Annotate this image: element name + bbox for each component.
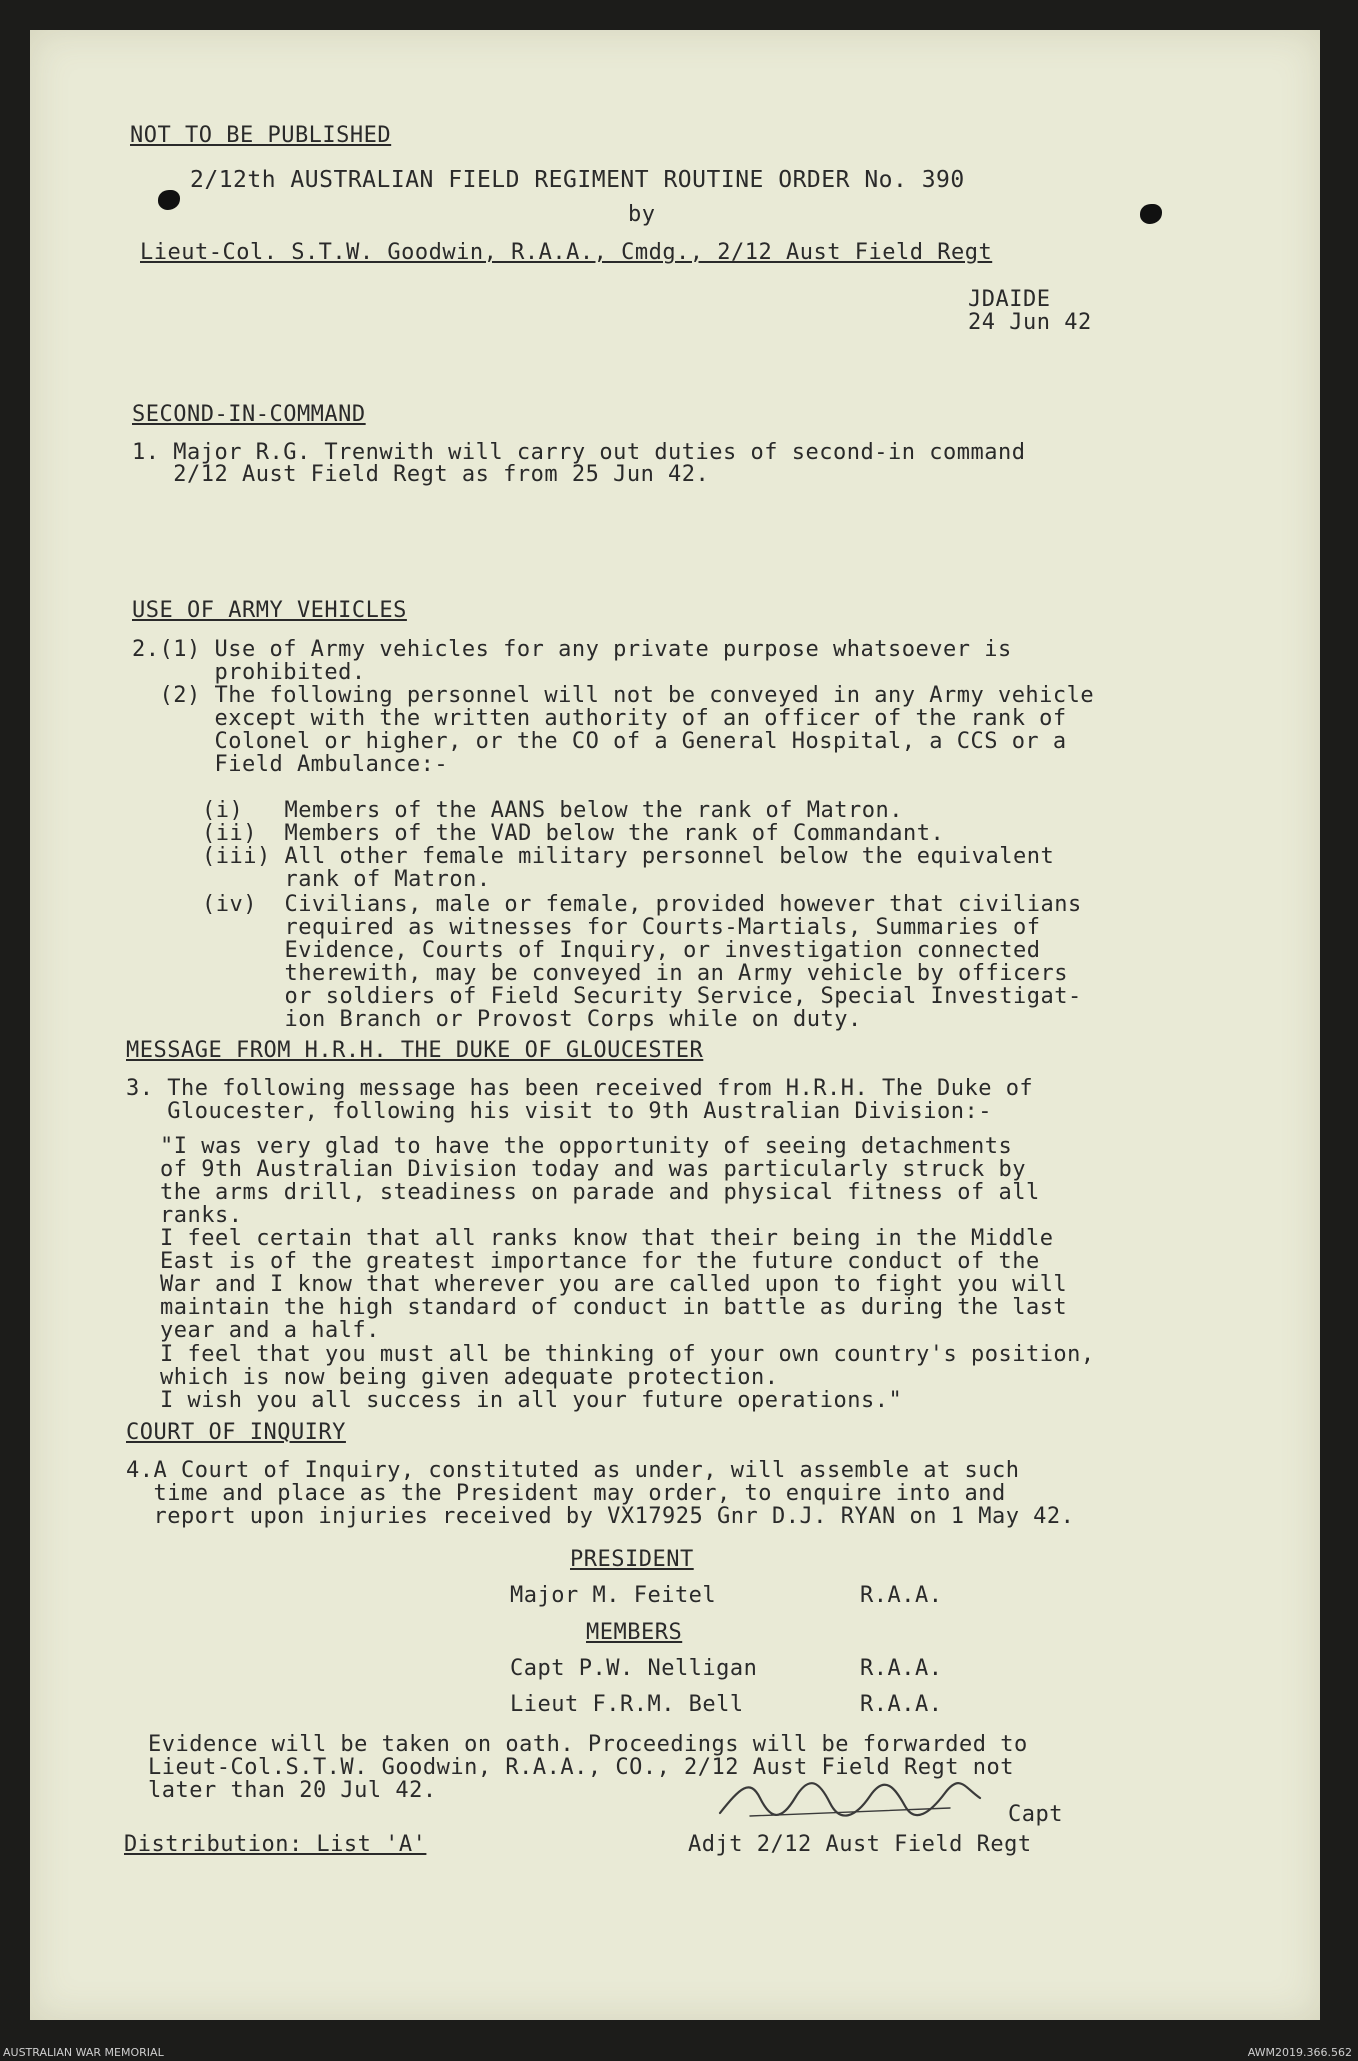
s2-item-line: therewith, may be conveyed in an Army vehicle by officers bbox=[202, 961, 1068, 986]
section-heading-duke-message: MESSAGE FROM H.R.H. THE DUKE OF GLOUCESTER bbox=[126, 1038, 704, 1063]
s3-message-line: maintain the high standard of conduct in battle as during the last bbox=[160, 1295, 1068, 1320]
s4-closing-line-1: Evidence will be taken on oath. Proceedings will be forwarded to bbox=[148, 1732, 1028, 1757]
s1-line-1: 1. Major R.G. Trenwith will carry out duties of second-in command bbox=[132, 440, 1026, 465]
punch-hole-left bbox=[158, 190, 180, 210]
distribution: Distribution: List 'A' bbox=[124, 1832, 427, 1857]
s2-item-line: (ii) Members of the VAD below the rank of Commandant. bbox=[202, 821, 945, 846]
president-name: Major M. Feitel bbox=[510, 1583, 717, 1608]
president-label: PRESIDENT bbox=[570, 1547, 694, 1572]
s3-message-line: War and I know that wherever you are called upon to fight you will bbox=[160, 1272, 1068, 1297]
s3-message-line: the arms drill, steadiness on parade and physical fitness of all bbox=[160, 1180, 1040, 1205]
s2-item-line: rank of Matron. bbox=[202, 867, 491, 892]
archive-id: AWM2019.366.562 bbox=[1247, 2046, 1352, 2059]
member-unit: R.A.A. bbox=[860, 1692, 943, 1717]
members-label: MEMBERS bbox=[586, 1620, 683, 1645]
s2-item-line: Evidence, Courts of Inquiry, or investigation connected bbox=[202, 938, 1041, 963]
section-heading-army-vehicles: USE OF ARMY VEHICLES bbox=[132, 598, 407, 623]
s2-p2-line-2: except with the written authority of an officer of the rank of bbox=[132, 706, 1067, 731]
s2-item-line: required as witnesses for Courts-Martials, Summaries of bbox=[202, 915, 1041, 940]
president-unit: R.A.A. bbox=[860, 1583, 943, 1608]
s3-message-line: year and a half. bbox=[160, 1318, 380, 1343]
s4-closing-line-3: later than 20 Jul 42. bbox=[148, 1778, 437, 1803]
s3-intro-line-2: Gloucester, following his visit to 9th Australian Division:- bbox=[126, 1099, 992, 1124]
s4-line-1: 4.A Court of Inquiry, constituted as under, will assemble at such bbox=[126, 1458, 1020, 1483]
s2-item-line: (i) Members of the AANS below the rank of Matron. bbox=[202, 798, 904, 823]
s3-message-line: which is now being given adequate protection. bbox=[160, 1365, 779, 1390]
s3-message-line: I feel certain that all ranks know that their being in the Middle bbox=[160, 1226, 1054, 1251]
section-heading-court-of-inquiry: COURT OF INQUIRY bbox=[126, 1420, 346, 1445]
order-by: by bbox=[628, 202, 656, 227]
archive-label: AUSTRALIAN WAR MEMORIAL bbox=[3, 2046, 164, 2059]
s2-p2-line-4: Field Ambulance:- bbox=[132, 752, 449, 777]
section-heading-second-in-command: SECOND-IN-COMMAND bbox=[132, 402, 366, 427]
member-name: Capt P.W. Nelligan bbox=[510, 1656, 758, 1681]
s2-p2-line-1: (2) The following personnel will not be conveyed in any Army vehicle bbox=[132, 683, 1095, 708]
s3-message-line: East is of the greatest importance for the future conduct of the bbox=[160, 1249, 1040, 1274]
s4-line-2: time and place as the President may order, to enquire into and bbox=[126, 1481, 1006, 1506]
signatory-title: Adjt 2/12 Aust Field Regt bbox=[688, 1832, 1032, 1857]
member-name: Lieut F.R.M. Bell bbox=[510, 1692, 744, 1717]
s2-item-line: ion Branch or Provost Corps while on duty. bbox=[202, 1007, 862, 1032]
s2-item-line: (iv) Civilians, male or female, provided however that civilians bbox=[202, 892, 1082, 917]
s3-message-line: "I was very glad to have the opportunity of seeing detachments bbox=[160, 1134, 1013, 1159]
s2-item-line: or soldiers of Field Security Service, Special Investigat- bbox=[202, 984, 1082, 1009]
s2-p1-line-2: prohibited. bbox=[132, 660, 366, 685]
handwritten-signature bbox=[710, 1768, 990, 1828]
order-author: Lieut-Col. S.T.W. Goodwin, R.A.A., Cmdg., 2/12 Aust Field Regt bbox=[140, 240, 993, 265]
order-date: 24 Jun 42 bbox=[968, 310, 1092, 335]
s2-item-line: (iii) All other female military personnel below the equivalent bbox=[202, 844, 1055, 869]
signatory-rank: Capt bbox=[1008, 1802, 1063, 1827]
s4-closing-line-2: Lieut-Col.S.T.W. Goodwin, R.A.A., CO., 2/12 Aust Field Regt not bbox=[148, 1755, 1014, 1780]
document-page bbox=[30, 30, 1320, 2020]
s3-message-line: I wish you all success in all your future operations." bbox=[160, 1388, 903, 1413]
order-title: 2/12th AUSTRALIAN FIELD REGIMENT ROUTINE ORDER No. 390 bbox=[190, 167, 965, 193]
member-unit: R.A.A. bbox=[860, 1656, 943, 1681]
s3-message-line: ranks. bbox=[160, 1203, 243, 1228]
s3-message-line: I feel that you must all be thinking of your own country's position, bbox=[160, 1342, 1095, 1367]
s2-p1-line-1: 2.(1) Use of Army vehicles for any private purpose whatsoever is bbox=[132, 637, 1012, 662]
s1-line-2: 2/12 Aust Field Regt as from 25 Jun 42. bbox=[132, 462, 710, 487]
s2-p2-line-3: Colonel or higher, or the CO of a General Hospital, a CCS or a bbox=[132, 729, 1067, 754]
punch-hole-right bbox=[1140, 204, 1162, 224]
not-to-be-published: NOT TO BE PUBLISHED bbox=[130, 123, 392, 148]
order-place: JDAIDE bbox=[968, 287, 1051, 312]
s3-message-line: of 9th Australian Division today and was particularly struck by bbox=[160, 1157, 1026, 1182]
s4-line-3: report upon injuries received by VX17925 Gnr D.J. RYAN on 1 May 42. bbox=[126, 1504, 1075, 1529]
s3-intro-line-1: 3. The following message has been received from H.R.H. The Duke of bbox=[126, 1076, 1034, 1101]
